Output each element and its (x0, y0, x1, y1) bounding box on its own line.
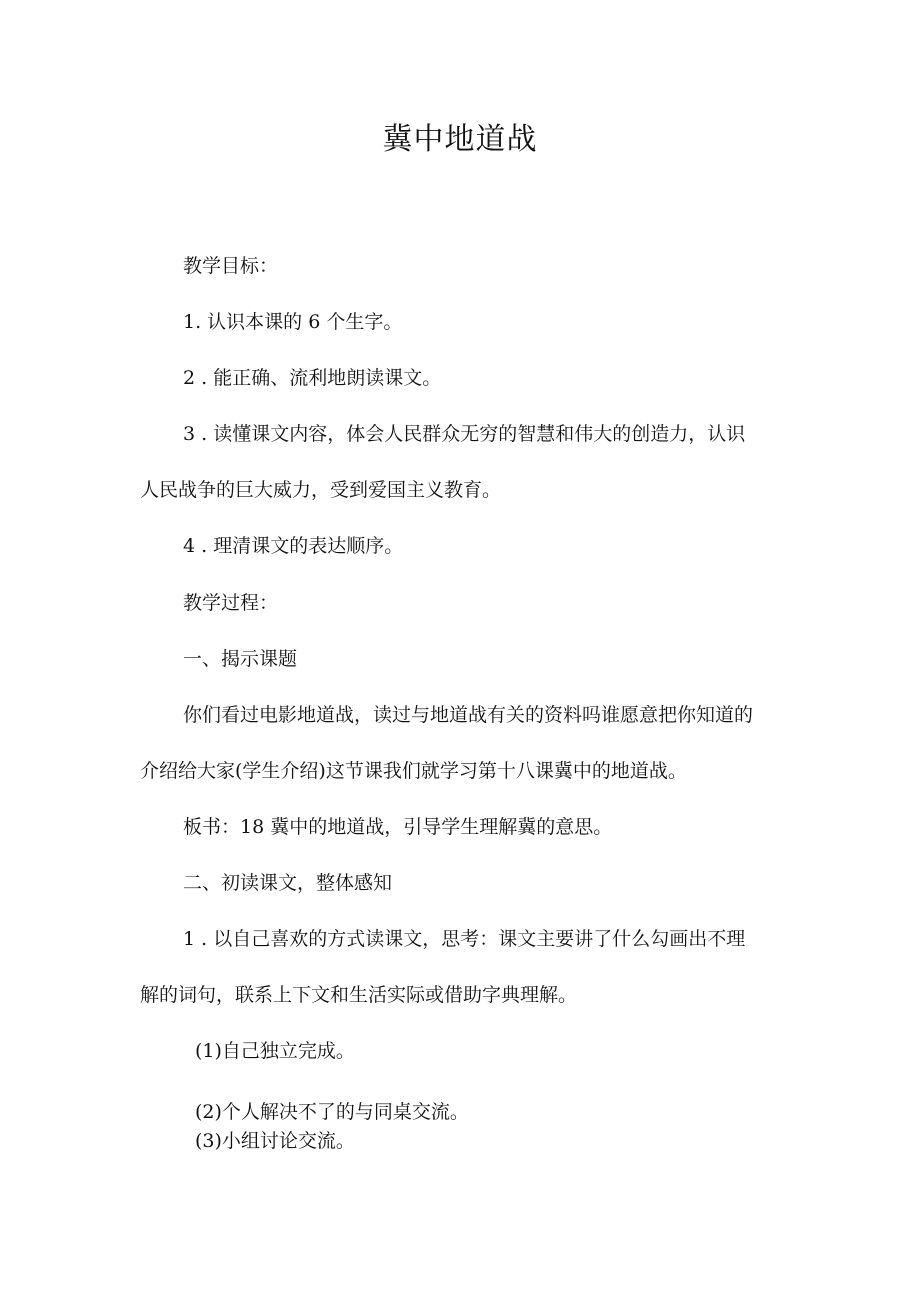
paragraph-objective-4: 4 . 理清课文的表达顺序。 (183, 535, 404, 557)
list-item-sub-2: (2)个人解决不了的与同桌交流。 (195, 1101, 469, 1123)
paragraph-objectives-heading: 教学目标： (183, 255, 279, 277)
paragraph-step-1-continued: 解的词句，联系上下文和生活实际或借助字典理解。 (140, 984, 578, 1006)
paragraph-section-2-heading: 二、初读课文，整体感知 (183, 872, 393, 894)
document-title: 冀中地道战 (382, 122, 538, 157)
paragraph-intro-continued: 介绍给大家(学生介绍)这节课我们就学习第十八课冀中的地道战。 (140, 760, 687, 782)
paragraph-objective-2: 2 . 能正确、流利地朗读课文。 (183, 367, 442, 389)
paragraph-objective-3: 3 . 读懂课文内容，体会人民群众无穷的智慧和伟大的创造力，认识 (183, 423, 746, 445)
paragraph-objective-1: 1. 认识本课的 6 个生字。 (183, 311, 403, 333)
list-item-sub-1: (1)自己独立完成。 (195, 1040, 355, 1062)
paragraph-step-1: 1 . 以自己喜欢的方式读课文，思考：课文主要讲了什么勾画出不理 (183, 928, 746, 950)
list-item-sub-3: (3)小组讨论交流。 (195, 1130, 355, 1152)
paragraph-process-heading: 教学过程： (183, 592, 279, 614)
paragraph-section-1-heading: 一、揭示课题 (183, 648, 298, 670)
paragraph-intro: 你们看过电影地道战，读过与地道战有关的资料吗谁愿意把你知道的 (183, 704, 754, 726)
paragraph-objective-3-continued: 人民战争的巨大威力，受到爱国主义教育。 (140, 479, 502, 501)
paragraph-blackboard: 板书：18 冀中的地道战，引导学生理解冀的意思。 (183, 816, 613, 838)
